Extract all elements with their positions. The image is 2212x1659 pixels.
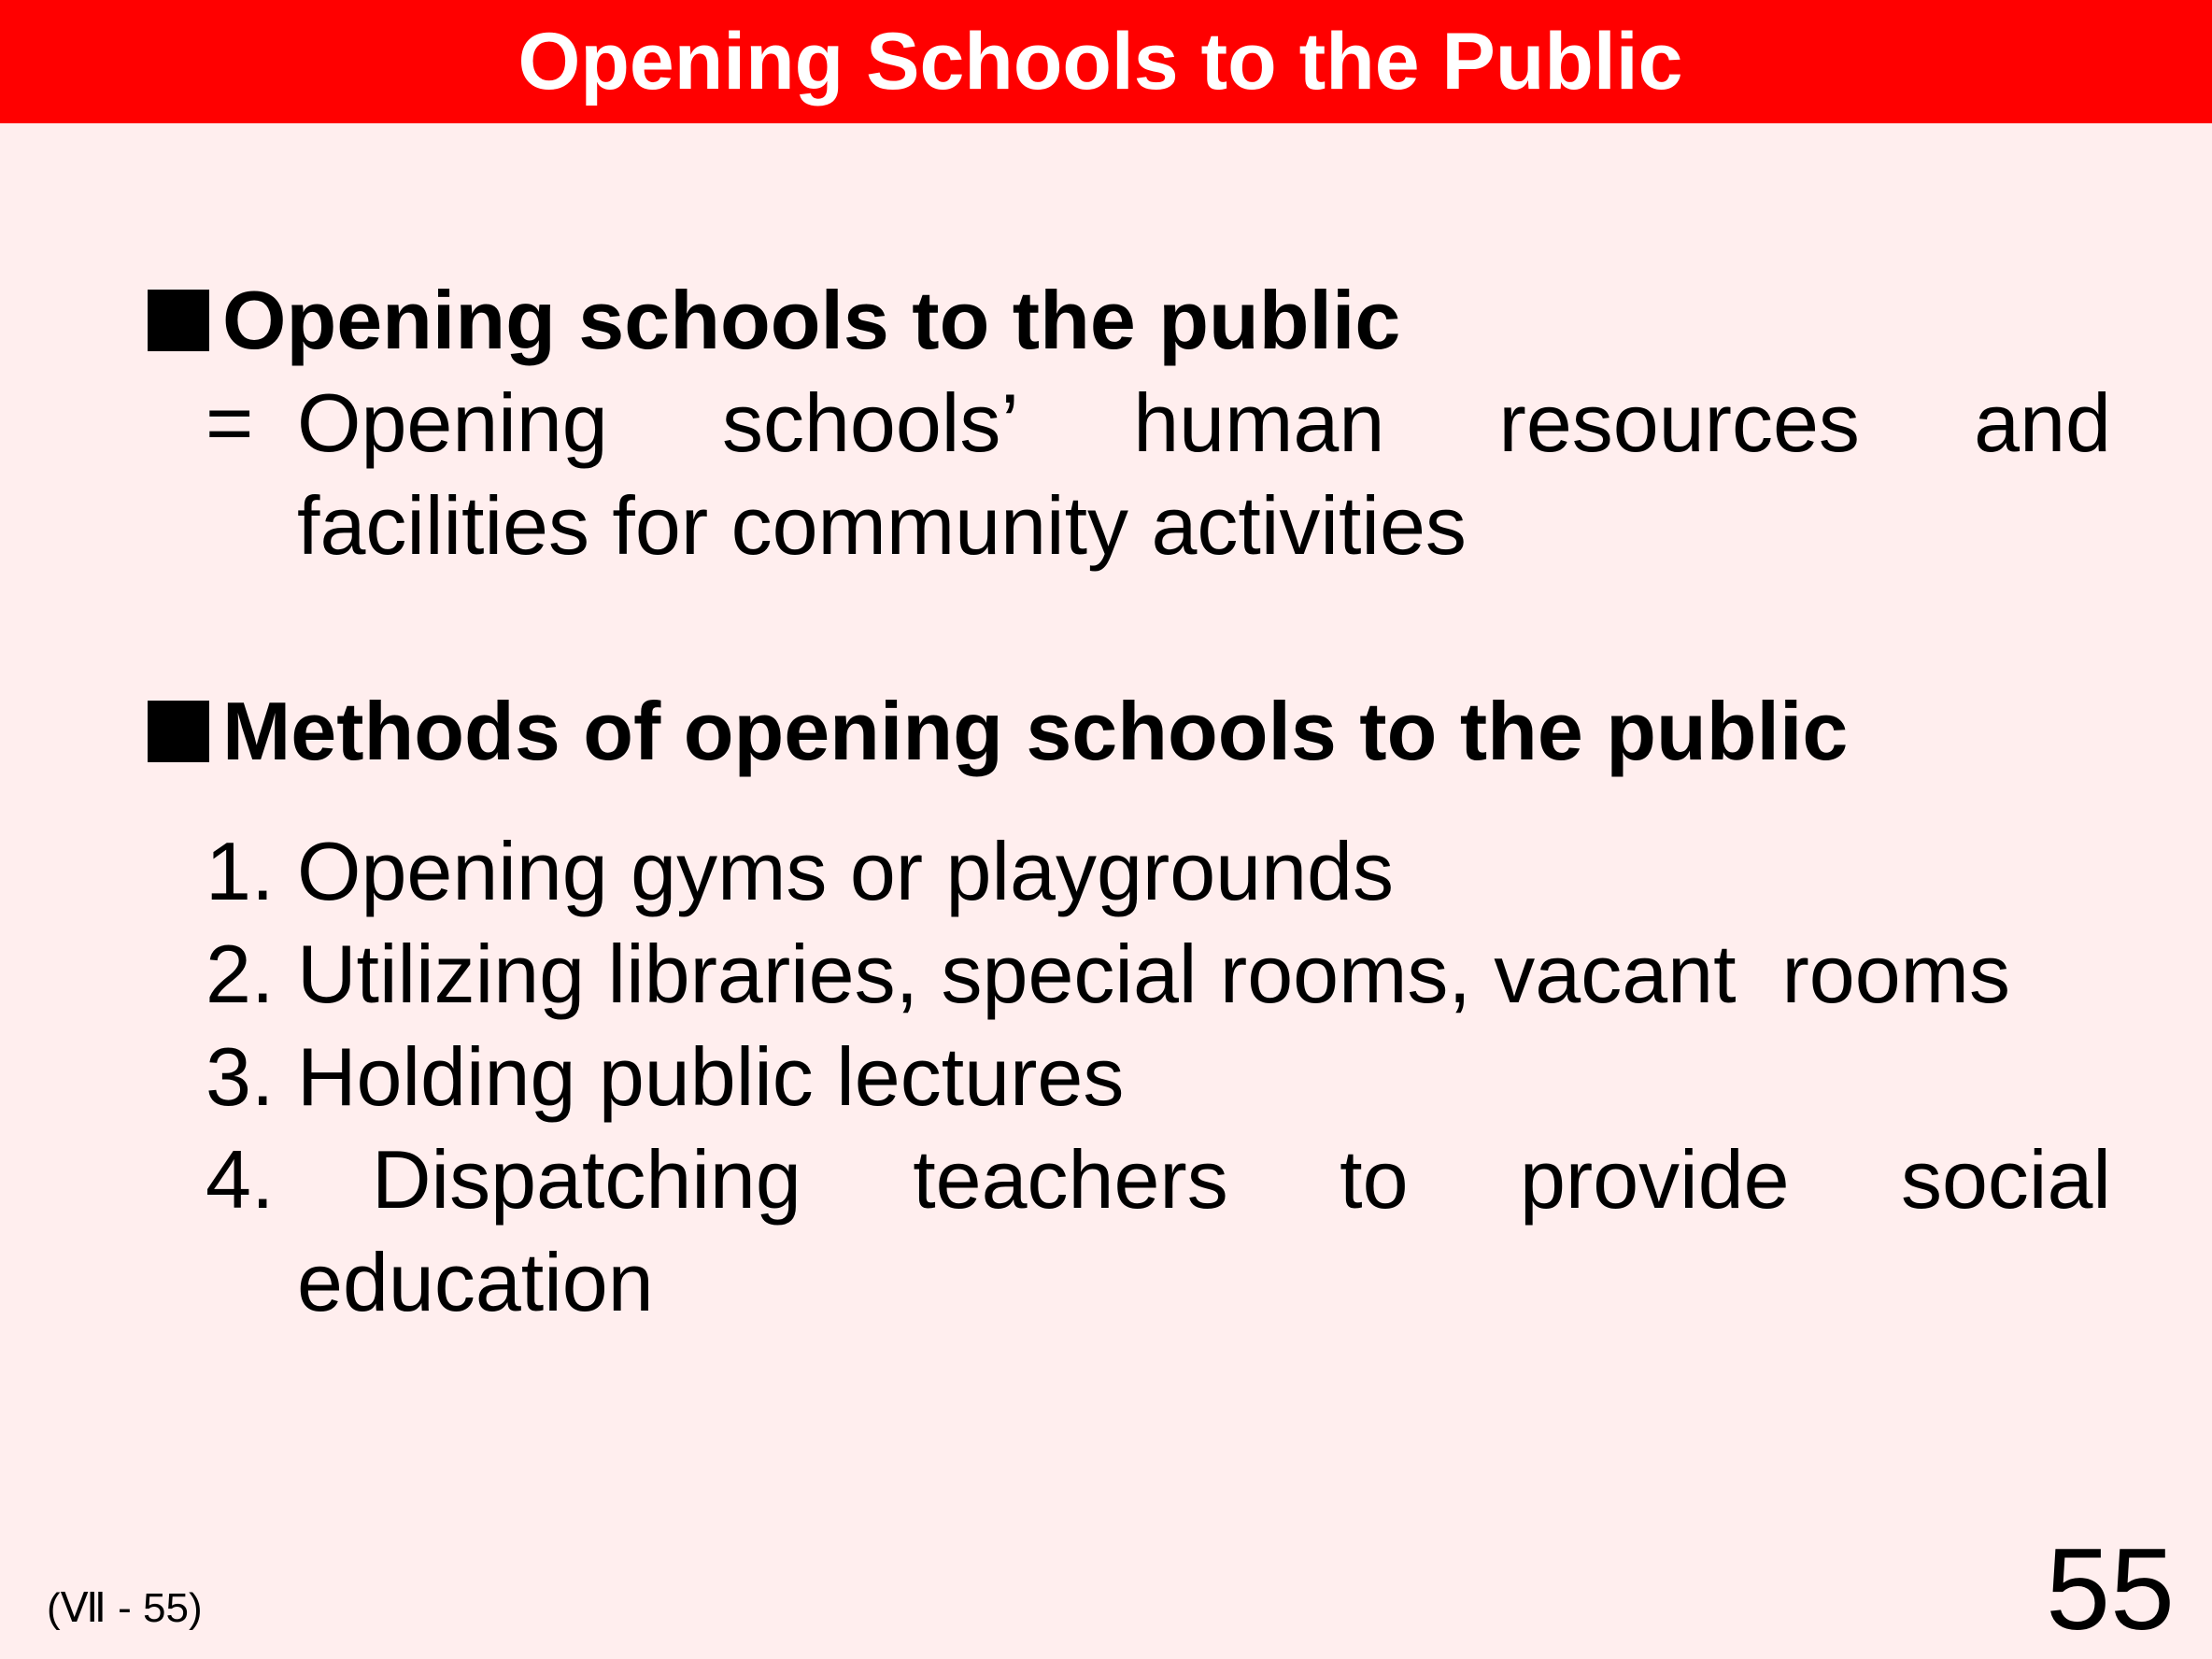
section-heading-row xyxy=(148,680,2109,783)
list-item-word: teachers xyxy=(913,1133,1228,1226)
list-item-number: 3. xyxy=(206,1030,275,1123)
section-methods-heading xyxy=(148,680,2109,783)
footer-reference: (Ⅶ - 55) xyxy=(47,1585,203,1631)
list-item xyxy=(206,1128,2111,1231)
definition-line-2: facilities for community activities xyxy=(297,479,1467,572)
list-item-word: Dispatching xyxy=(372,1133,801,1226)
page-number: 55 xyxy=(2046,1525,2175,1654)
slide-header xyxy=(0,0,2212,123)
list-item-number: 2. xyxy=(206,928,275,1020)
definition-word: human xyxy=(1133,376,1385,469)
definition-word: resources xyxy=(1498,376,1860,469)
list-item-word: to xyxy=(1340,1133,1409,1226)
list-item-text: Holding public lectures xyxy=(297,1030,1125,1123)
section-heading-row xyxy=(148,269,2109,372)
list-item-continuation: education xyxy=(297,1236,654,1328)
section-heading-text: Methods of opening schools to the public xyxy=(222,685,1849,777)
list-item-number: 4. xyxy=(206,1133,275,1226)
list-item-word: provide xyxy=(1519,1133,1790,1226)
list-item-text: Utilizing libraries, special rooms, vacant rooms xyxy=(297,928,2010,1020)
list-item-text: Opening gyms or playgrounds xyxy=(297,825,1394,917)
square-bullet-icon xyxy=(148,290,209,351)
list-item xyxy=(206,1026,2111,1128)
square-bullet-icon xyxy=(148,701,209,762)
section-definition-heading xyxy=(148,269,2109,372)
definition-word: and xyxy=(1974,376,2111,469)
list-item xyxy=(206,923,2111,1026)
section-heading-text: Opening schools to the public xyxy=(222,274,1401,366)
definition-word: Opening xyxy=(297,376,608,469)
definition-word: schools’ xyxy=(721,376,1019,469)
list-item-number: 1. xyxy=(206,825,275,917)
slide-title: Opening Schools to the Public xyxy=(518,17,1683,106)
definition-words xyxy=(297,372,2111,475)
methods-list xyxy=(206,820,2111,1334)
list-item xyxy=(206,820,2111,923)
list-item-word: social xyxy=(1900,1133,2111,1226)
equals-sign: = xyxy=(206,376,254,469)
definition-line-1 xyxy=(206,372,2111,475)
definition-block xyxy=(206,372,2111,577)
list-item-words xyxy=(297,1128,2111,1231)
